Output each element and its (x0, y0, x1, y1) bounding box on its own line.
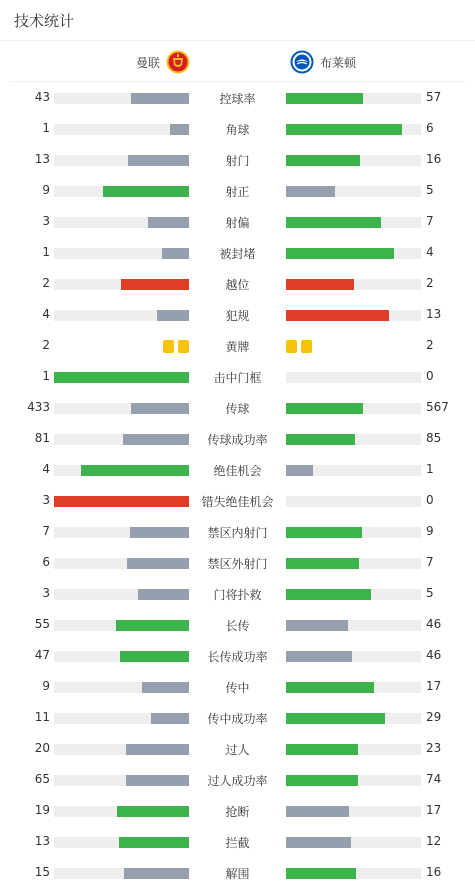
home-stat-bar-fill (148, 217, 189, 228)
home-stat-value: 3 (42, 586, 50, 600)
home-stat-bar-fill (120, 651, 189, 662)
away-stat-value: 16 (426, 865, 442, 879)
away-stat-value: 5 (426, 183, 434, 197)
away-stat-value: 9 (426, 524, 434, 538)
away-stat-bar-track (286, 527, 421, 538)
away-stat-bar-track (286, 124, 421, 135)
away-stat-bar-track (286, 775, 421, 786)
stat-row (0, 826, 475, 857)
away-stat-bar-fill (286, 279, 354, 290)
home-stat-bar-track (54, 558, 189, 569)
home-stat-value: 20 (34, 741, 50, 755)
away-stat-value: 0 (426, 493, 434, 507)
stat-label: 射偏 (225, 216, 250, 230)
home-stat-value: 2 (42, 338, 50, 352)
stat-label: 过人成功率 (207, 774, 268, 788)
away-stat-value: 7 (426, 555, 434, 569)
away-stat-value: 1 (426, 462, 434, 476)
home-stat-value: 7 (42, 524, 50, 538)
away-yellow-cards (286, 340, 312, 353)
home-stat-value: 81 (34, 431, 50, 445)
home-stat-bar-track (54, 124, 189, 135)
stat-row (0, 454, 475, 485)
stat-row (0, 175, 475, 206)
away-stat-bar-fill (286, 620, 348, 631)
home-stat-bar-track (54, 868, 189, 879)
home-stat-bar-track (54, 620, 189, 631)
stat-label: 长传 (225, 619, 250, 633)
away-stat-value: 4 (426, 245, 434, 259)
home-stat-bar-track (54, 682, 189, 693)
home-yellow-cards (163, 340, 189, 353)
away-stat-bar-fill (286, 837, 351, 848)
stat-label: 射正 (225, 185, 250, 199)
stat-row (0, 857, 475, 888)
away-stat-value: 5 (426, 586, 434, 600)
home-stat-value: 3 (42, 493, 50, 507)
home-stat-bar-track (54, 434, 189, 445)
away-stat-bar-fill (286, 589, 371, 600)
home-stat-bar-fill (170, 124, 189, 135)
stat-row (0, 144, 475, 175)
home-stat-value: 11 (34, 710, 50, 724)
home-stat-bar-fill (121, 279, 189, 290)
away-stat-bar-track (286, 248, 421, 259)
away-stat-bar-fill (286, 744, 358, 755)
home-stat-bar-track (54, 775, 189, 786)
home-stat-bar-track (54, 279, 189, 290)
home-stat-bar-track (54, 372, 189, 383)
away-stat-value: 29 (426, 710, 442, 724)
brighton-crest-icon (290, 50, 314, 74)
header (0, 0, 475, 41)
home-stat-bar-fill (117, 806, 189, 817)
away-stat-bar-fill (286, 713, 385, 724)
stat-row (0, 237, 475, 268)
away-stat-bar-track (286, 589, 421, 600)
home-stat-bar-fill (130, 527, 189, 538)
away-stat-bar-fill (286, 124, 402, 135)
home-stat-bar-fill (81, 465, 189, 476)
stat-label: 传球成功率 (207, 433, 268, 447)
away-team-name: 布莱顿 (320, 55, 357, 70)
away-stat-bar-fill (286, 527, 362, 538)
home-stat-value: 13 (34, 152, 50, 166)
home-stat-bar-track (54, 651, 189, 662)
stat-label: 传中成功率 (207, 712, 268, 726)
home-stat-bar-fill (128, 155, 189, 166)
home-stat-bar-fill (54, 372, 189, 383)
yellow-card-icon (163, 340, 174, 353)
stat-row (0, 485, 475, 516)
stat-label: 门将扑救 (213, 588, 262, 602)
stat-row (0, 330, 475, 361)
home-stat-value: 19 (34, 803, 50, 817)
away-stat-value: 2 (426, 338, 434, 352)
home-stat-value: 1 (42, 121, 50, 135)
home-stat-value: 9 (42, 679, 50, 693)
home-stat-bar-fill (127, 558, 189, 569)
away-stat-value: 16 (426, 152, 442, 166)
stat-row (0, 609, 475, 640)
away-stat-bar-fill (286, 155, 360, 166)
away-stat-bar-fill (286, 806, 349, 817)
away-stat-bar-track (286, 93, 421, 104)
stat-label: 黄牌 (225, 340, 250, 354)
stat-label: 过人 (225, 743, 250, 757)
home-stat-bar-track (54, 248, 189, 259)
stat-label: 犯规 (225, 309, 250, 323)
away-stat-bar-track (286, 837, 421, 848)
yellow-card-icon (178, 340, 189, 353)
away-stat-bar-track (286, 868, 421, 879)
away-stat-bar-fill (286, 868, 356, 879)
away-stat-bar-track (286, 155, 421, 166)
stat-label: 抢断 (225, 805, 250, 819)
stat-label: 被封堵 (219, 247, 256, 261)
away-stat-value: 74 (426, 772, 442, 786)
home-stat-bar-track (54, 93, 189, 104)
home-stat-bar-fill (119, 837, 189, 848)
away-stat-bar-track (286, 310, 421, 321)
home-stat-bar-fill (131, 93, 189, 104)
home-stat-bar-fill (131, 403, 189, 414)
home-stat-bar-fill (157, 310, 189, 321)
home-stat-value: 47 (34, 648, 50, 662)
home-stat-bar-track (54, 527, 189, 538)
home-stat-bar-fill (138, 589, 189, 600)
away-stat-value: 2 (426, 276, 434, 290)
away-stat-value: 85 (426, 431, 442, 445)
stat-row (0, 795, 475, 826)
home-stat-bar-fill (124, 868, 189, 879)
away-stat-bar-fill (286, 217, 381, 228)
home-stat-bar-fill (162, 248, 189, 259)
away-stat-bar-fill (286, 651, 352, 662)
stat-label: 越位 (225, 278, 250, 292)
away-stat-bar-fill (286, 93, 363, 104)
stat-row (0, 361, 475, 392)
home-stat-value: 6 (42, 555, 50, 569)
away-stat-bar-fill (286, 465, 313, 476)
stat-row (0, 299, 475, 330)
team-header (10, 41, 465, 82)
stat-row (0, 702, 475, 733)
away-stat-bar-track (286, 186, 421, 197)
away-stat-bar-track (286, 496, 421, 507)
away-stat-bar-track (286, 465, 421, 476)
home-stat-bar-track (54, 186, 189, 197)
stat-label: 长传成功率 (207, 650, 268, 664)
yellow-card-icon (286, 340, 297, 353)
stat-label: 控球率 (219, 92, 256, 106)
stat-row (0, 206, 475, 237)
manchester-united-crest-icon (166, 50, 190, 74)
home-stat-bar-track (54, 403, 189, 414)
stat-label: 击中门框 (213, 371, 262, 385)
home-stat-bar-track (54, 217, 189, 228)
stat-row (0, 578, 475, 609)
away-stat-bar-track (286, 806, 421, 817)
stat-row (0, 516, 475, 547)
home-stat-value: 433 (27, 400, 50, 414)
page-title: 技术统计 (14, 11, 75, 30)
home-stat-value: 9 (42, 183, 50, 197)
away-stat-bar-track (286, 744, 421, 755)
home-stat-value: 43 (34, 90, 50, 104)
away-stat-value: 46 (426, 617, 442, 631)
away-stat-bar-fill (286, 558, 359, 569)
stat-row (0, 671, 475, 702)
yellow-card-icon (301, 340, 312, 353)
away-stat-bar-track (286, 713, 421, 724)
stat-label: 射门 (225, 154, 250, 168)
stat-row (0, 547, 475, 578)
away-stat-bar-track (286, 217, 421, 228)
away-stat-bar-fill (286, 682, 374, 693)
away-stat-bar-track (286, 651, 421, 662)
away-stat-bar-fill (286, 434, 355, 445)
home-stat-bar-fill (126, 744, 189, 755)
stat-label: 禁区内射门 (207, 526, 268, 540)
away-stat-bar-fill (286, 186, 335, 197)
stat-row (0, 268, 475, 299)
away-stat-bar-track (286, 620, 421, 631)
stat-row (0, 423, 475, 454)
stat-label: 错失绝佳机会 (201, 495, 274, 509)
away-stat-value: 17 (426, 803, 442, 817)
stat-row (0, 82, 475, 113)
away-stat-bar-track (286, 682, 421, 693)
home-stat-bar-fill (142, 682, 189, 693)
home-stat-bar-fill (123, 434, 189, 445)
stat-row (0, 113, 475, 144)
home-stat-value: 15 (34, 865, 50, 879)
stat-row (0, 733, 475, 764)
away-stat-value: 57 (426, 90, 442, 104)
away-stat-bar-fill (286, 248, 394, 259)
away-stat-bar-track (286, 434, 421, 445)
away-stat-bar-fill (286, 403, 363, 414)
stat-label: 传中 (225, 681, 250, 695)
home-stat-bar-fill (126, 775, 189, 786)
home-stat-bar-track (54, 806, 189, 817)
away-stat-value: 23 (426, 741, 442, 755)
away-stat-value: 13 (426, 307, 442, 321)
away-stat-value: 6 (426, 121, 434, 135)
stat-row (0, 640, 475, 671)
home-stat-bar-track (54, 744, 189, 755)
home-stat-value: 1 (42, 369, 50, 383)
home-stat-bar-track (54, 837, 189, 848)
home-stat-value: 4 (42, 307, 50, 321)
stat-label: 拦截 (225, 836, 250, 850)
home-stat-bar-track (54, 589, 189, 600)
home-team-name: 曼联 (135, 55, 160, 70)
away-stat-value: 7 (426, 214, 434, 228)
home-stat-value: 13 (34, 834, 50, 848)
home-team[interactable] (136, 48, 190, 76)
home-stat-bar-track (54, 465, 189, 476)
home-stat-bar-fill (116, 620, 189, 631)
stat-row (0, 392, 475, 423)
home-stat-bar-fill (151, 713, 189, 724)
home-stat-bar-track (54, 713, 189, 724)
home-stat-bar-fill (103, 186, 189, 197)
stat-label: 角球 (225, 123, 250, 137)
home-stat-value: 65 (34, 772, 50, 786)
home-stat-value: 1 (42, 245, 50, 259)
away-stat-value: 0 (426, 369, 434, 383)
away-stat-bar-track (286, 403, 421, 414)
stat-row (0, 764, 475, 795)
away-stat-bar-fill (286, 775, 358, 786)
away-stat-bar-fill (286, 310, 389, 321)
home-stat-value: 55 (34, 617, 50, 631)
away-stat-value: 46 (426, 648, 442, 662)
away-stat-value: 567 (426, 400, 449, 414)
away-stat-value: 17 (426, 679, 442, 693)
away-stat-value: 12 (426, 834, 442, 848)
home-stat-value: 2 (42, 276, 50, 290)
stat-label: 解围 (225, 867, 250, 881)
stat-label: 传球 (225, 402, 250, 416)
home-stat-value: 3 (42, 214, 50, 228)
home-stat-bar-track (54, 310, 189, 321)
stat-label: 绝佳机会 (213, 464, 262, 478)
home-stat-bar-track (54, 155, 189, 166)
away-stat-bar-track (286, 558, 421, 569)
away-team[interactable] (290, 48, 356, 76)
home-stat-value: 4 (42, 462, 50, 476)
stat-label: 禁区外射门 (207, 557, 268, 571)
away-stat-bar-track (286, 372, 421, 383)
away-stat-bar-track (286, 279, 421, 290)
home-stat-bar-track (54, 496, 189, 507)
home-stat-bar-fill (54, 496, 189, 507)
